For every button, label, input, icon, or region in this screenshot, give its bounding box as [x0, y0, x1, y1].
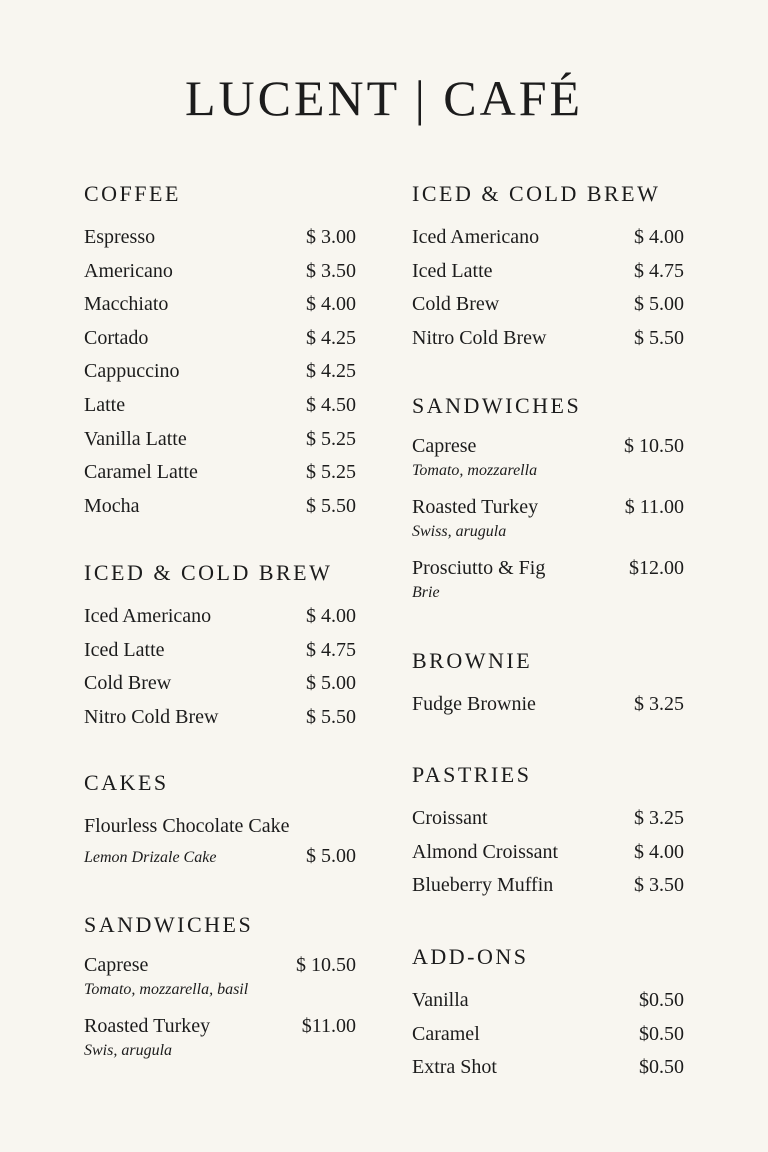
menu-item — [412, 288, 684, 322]
item-price: $ 5.25 — [306, 461, 356, 484]
menu-item — [412, 555, 684, 605]
item-name: Nitro Cold Brew — [412, 326, 547, 349]
item-price: $ 4.25 — [306, 360, 356, 383]
item-price: $ 4.75 — [634, 259, 684, 282]
item-name: Caprese — [84, 954, 149, 976]
item-price: $ 4.00 — [634, 840, 684, 863]
item-price: $ 5.25 — [306, 427, 356, 450]
item-price: $ 5.50 — [306, 494, 356, 517]
menu-item — [84, 1013, 356, 1063]
menu-item — [84, 456, 356, 490]
item-price: $ 4.25 — [306, 326, 356, 349]
item-name: Almond Croissant — [412, 840, 559, 863]
item-list — [84, 600, 356, 734]
item-list — [84, 221, 356, 523]
section-title: CAKES — [84, 770, 169, 795]
menu-item — [84, 288, 356, 322]
section-sandwiches — [84, 911, 356, 1074]
item-name: Cortado — [84, 326, 149, 349]
menu-item — [84, 355, 356, 389]
item-name: Cappuccino — [84, 360, 180, 383]
item-description: Lemon Drizale Cake — [84, 849, 217, 866]
section-sandwiches — [412, 392, 684, 616]
menu-item — [84, 221, 356, 255]
item-name: Roasted Turkey — [84, 1015, 211, 1037]
item-price: $ 5.00 — [306, 672, 356, 695]
item-list — [412, 984, 684, 1085]
item-name: Caramel — [412, 1022, 480, 1045]
item-price: $0.50 — [639, 1022, 684, 1045]
item-list — [412, 433, 684, 605]
menu-item — [84, 952, 356, 1002]
item-name: Espresso — [84, 226, 156, 248]
item-price: $ 4.50 — [306, 393, 356, 416]
item-price: $ 4.00 — [306, 293, 356, 316]
item-name: Blueberry Muffin — [412, 874, 554, 897]
item-description: Tomato, mozzarella — [412, 462, 538, 479]
item-name: Fudge Brownie — [412, 693, 536, 715]
menu-item — [84, 423, 356, 457]
section-title: PASTRIES — [412, 762, 532, 787]
section-title: COFFEE — [84, 181, 181, 206]
item-price: $ 5.00 — [634, 293, 684, 316]
menu-item — [412, 1051, 684, 1085]
menu-item — [84, 810, 356, 872]
menu-item — [412, 984, 684, 1018]
item-list — [412, 802, 684, 903]
item-name: Nitro Cold Brew — [84, 705, 219, 728]
item-list — [84, 952, 356, 1063]
item-name: Americano — [84, 259, 173, 282]
menu-item — [412, 836, 684, 870]
item-name: Iced Latte — [412, 259, 493, 282]
item-price: $ 5.00 — [306, 845, 356, 867]
item-price: $ 3.50 — [634, 874, 684, 897]
item-name: Macchiato — [84, 293, 169, 316]
menu-item — [84, 490, 356, 524]
item-price: $ 10.50 — [296, 954, 356, 976]
item-list — [412, 688, 684, 722]
menu-item — [412, 688, 684, 722]
item-price: $ 3.00 — [306, 226, 356, 248]
section-cakes — [84, 769, 356, 872]
section-title: ICED & COLD BREW — [84, 560, 333, 585]
item-name: Cold Brew — [84, 672, 172, 695]
item-name: Caramel Latte — [84, 461, 198, 484]
item-name: Iced Americano — [412, 226, 540, 248]
section-title: ICED & COLD BREW — [412, 181, 661, 206]
item-description: Tomato, mozzarella, basil — [84, 981, 249, 998]
menu-item — [84, 634, 356, 668]
item-name: Vanilla — [412, 989, 469, 1011]
menu-item — [84, 667, 356, 701]
item-name: Croissant — [412, 807, 488, 829]
menu-item — [412, 433, 684, 483]
section-iced-cold-brew — [412, 180, 684, 355]
item-name: Flourless Chocolate Cake — [84, 815, 290, 837]
menu-item — [84, 322, 356, 356]
item-price: $ 10.50 — [624, 435, 684, 457]
item-price: $12.00 — [629, 557, 684, 579]
section-title: SANDWICHES — [412, 393, 582, 418]
item-name: Caprese — [412, 435, 477, 457]
menu-item — [412, 322, 684, 356]
menu-item — [412, 869, 684, 903]
menu-item — [412, 802, 684, 836]
item-name: Prosciutto & Fig — [412, 557, 546, 579]
menu-item — [412, 494, 684, 544]
item-price: $ 3.25 — [634, 693, 684, 715]
section-title: BROWNIE — [412, 648, 533, 673]
item-price: $ 5.50 — [306, 705, 356, 728]
item-name: Iced Latte — [84, 638, 165, 661]
item-price: $ 3.25 — [634, 807, 684, 829]
item-name: Mocha — [84, 494, 140, 517]
item-name: Extra Shot — [412, 1056, 497, 1079]
item-price: $ 4.75 — [306, 638, 356, 661]
section-pastries — [412, 761, 684, 903]
section-add-ons — [412, 943, 684, 1085]
item-price: $ 4.00 — [634, 226, 684, 248]
item-price: $0.50 — [639, 989, 684, 1011]
item-price: $ 4.00 — [306, 605, 356, 627]
menu-item — [84, 255, 356, 289]
item-name: Cold Brew — [412, 293, 500, 316]
item-name: Iced Americano — [84, 605, 212, 627]
menu-item — [84, 389, 356, 423]
menu-item — [412, 1018, 684, 1052]
item-name: Roasted Turkey — [412, 496, 539, 518]
item-name: Vanilla Latte — [84, 427, 187, 450]
menu-item — [84, 600, 356, 634]
item-name: Latte — [84, 393, 126, 416]
item-description: Swis, arugula — [84, 1042, 173, 1059]
section-title: SANDWICHES — [84, 912, 254, 937]
menu-item — [412, 221, 684, 255]
item-price: $11.00 — [301, 1015, 356, 1037]
item-list — [412, 221, 684, 355]
item-price: $ 11.00 — [624, 496, 684, 518]
item-description: Swiss, arugula — [412, 523, 507, 540]
item-description: Brie — [412, 584, 440, 601]
section-coffee — [84, 180, 356, 523]
item-price: $ 5.50 — [634, 326, 684, 349]
item-price: $0.50 — [639, 1056, 684, 1079]
section-title: ADD-ONS — [412, 944, 529, 969]
menu-item — [84, 701, 356, 735]
section-iced-cold-brew — [84, 559, 356, 734]
item-price: $ 3.50 — [306, 259, 356, 282]
section-brownie — [412, 647, 684, 722]
item-detail-row — [84, 842, 356, 872]
menu-title: LUCENT | CAFÉ — [184, 70, 584, 126]
menu-item — [412, 255, 684, 289]
